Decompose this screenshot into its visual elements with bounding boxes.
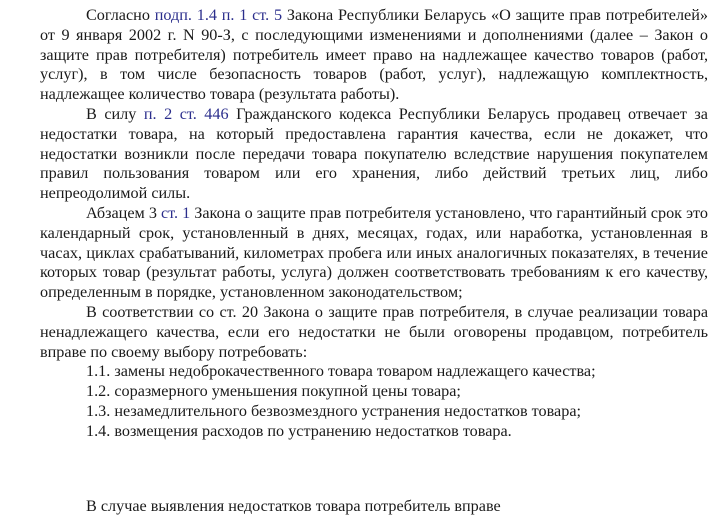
link-art-1[interactable]: ст. 1 [160,203,191,222]
link-subclause-1-4-art-5[interactable]: подп. 1.4 п. 1 ст. 5 [154,6,283,24]
link-clause-2-art-446[interactable]: п. 2 ст. 446 [143,104,229,123]
paragraph-text: Закона Республики Беларусь «О защите прав потребителей» от 9 января 2002 г. N 90-З, с последующими изменениями и дополнениями (далее – Закон о защите прав потребителя) потребитель имеет право на надлежащее качество товаров (работ, услуг), в том числе безопасность товаров (работ, услуг), надлежащую комплектность, надлежащее количество товара (результата работы). [40,6,708,104]
paragraph-text: В силу [86,104,144,123]
document-body [40,6,708,442]
paragraph-text: Согласно [86,6,155,24]
list-item-1-3: 1.3. незамедлительного безвозмездного устранения недостатков товара; [86,401,582,420]
cut-off-text: В случае выявления недостатков товара потребитель вправе [86,497,501,515]
paragraph-consumer-rights [40,6,708,105]
paragraph-warranty-period [40,204,708,303]
list-item-1-4: 1.4. возмещения расходов по устранению недостатков товара. [86,421,512,440]
list-item-1-2: 1.2. соразмерного уменьшения покупной цены товара; [86,382,461,401]
paragraph-text: Абзацем 3 [86,203,161,222]
paragraph-text: Закона о защите прав потребителя установлено, что гарантийный срок это календарный срок, установленный в днях, месяцах, годах, или наработка, установленная в часах, циклах срабатываний, километрах пробега или иных аналогичных показателях, в течение которых товар (результат работы, услуга) должен соответствовать требованиям к его качеству, определенным в порядке, установленном законодательством; [40,203,708,302]
paragraph-text: Гражданского кодекса Республики Беларусь продавец отвечает за недостатки товара, на который предоставлена гарантия качества, если не докажет, что недостатки возникли после передачи товара покупателю вследствие нарушения покупателем правил пользования товаром или его хранения, либо действий третьих лиц, либо непреодолимой силы. [40,104,708,203]
list-item-1-1: 1.1. замены недоброкачественного товара товаром надлежащего качества; [86,362,596,381]
paragraph-article-20: В соответствии со ст. 20 Закона о защите прав потребителя, в случае реализации товара ненадлежащего качества, если его недостатки не были оговорены продавцом, потребитель вправе по своему выбору потребовать: [40,302,708,361]
cut-off-text-line [40,497,708,515]
paragraph-seller-liability [40,105,708,204]
